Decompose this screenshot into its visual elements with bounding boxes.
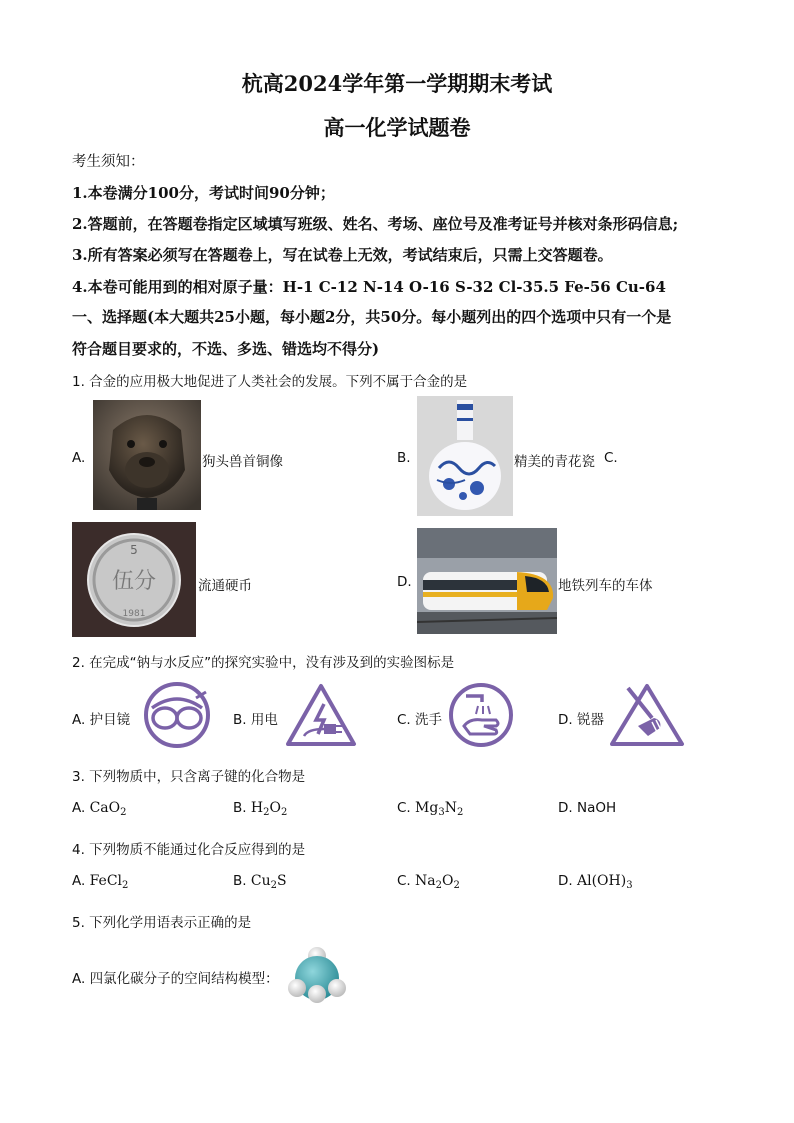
- q1-stem: 1. 合金的应用极大地促进了人类社会的发展。下列不属于合金的是: [72, 374, 468, 390]
- notice-item-3: 3.所有答案必须写在答题卷上，写在试卷上无效，考试结束后，只需上交答题卷。: [72, 246, 613, 264]
- section-heading-line1: 一、选择题(本大题共25小题，每小题2分，共50分。每小题列出的四个选项中只有一个是: [72, 308, 672, 326]
- blue-white-porcelain-vase-image: [417, 396, 513, 516]
- section-heading-line2: 符合题目要求的，不选、多选、错选均不得分): [72, 340, 380, 358]
- coin-image: [72, 522, 196, 637]
- exam-subtitle: 高一化学试题卷: [323, 115, 471, 140]
- sharp-object-icon: [608, 682, 686, 748]
- notice-item-2: 2.答题前，在答题卷指定区域填写班级、姓名、考场、座位号及准考证号并核对条形码信息;: [72, 215, 679, 233]
- dog-head-bronze-image: [93, 400, 201, 510]
- q1-option-b-letter: B.: [397, 450, 411, 466]
- q1-option-c-text: 流通硬币: [198, 578, 252, 594]
- q1-option-a-text: 狗头兽首铜像: [202, 454, 283, 470]
- ccl4-molecule-model-image: [287, 944, 347, 1006]
- q2-stem: 2. 在完成“钠与水反应”的探究实验中，没有涉及到的实验图标是: [72, 655, 455, 671]
- svg-text:5: 5: [130, 543, 138, 557]
- q4-stem: 4. 下列物质不能通过化合反应得到的是: [72, 842, 306, 858]
- notice-item-4: 4.本卷可能用到的相对原子量：H-1 C-12 N-14 O-16 S-32 Cl-35.5 Fe-56 Cu-64: [72, 278, 666, 296]
- q4-option-d: D. $Al(OH)_3$: [558, 873, 633, 891]
- q5-stem: 5. 下列化学用语表示正确的是: [72, 915, 252, 931]
- hand-wash-icon: [448, 682, 514, 748]
- electricity-icon: [284, 682, 358, 748]
- q2-option-c: C. 洗手: [397, 712, 443, 728]
- goggles-icon: [138, 682, 216, 748]
- q2-option-d: D. 锐器: [558, 712, 604, 728]
- q3-stem: 3. 下列物质中，只含离子键的化合物是: [72, 769, 306, 785]
- q1-option-d-text: 地铁列车的车体: [558, 578, 653, 594]
- q1-option-a-letter: A.: [72, 450, 86, 466]
- q1-option-d-letter: D.: [397, 574, 412, 590]
- q3-option-b: B. $H_2O_2$: [233, 800, 288, 818]
- notice-item-1: 1.本卷满分100分，考试时间90分钟；: [72, 184, 335, 202]
- exam-title: 杭高2024学年第一学期期末考试: [241, 71, 553, 96]
- q5-option-a: A. 四氯化碳分子的空间结构模型：: [72, 971, 279, 987]
- notice-heading: 考生须知：: [72, 154, 145, 170]
- q3-option-a: A. CaO$_2$: [72, 800, 127, 818]
- q4-option-b: B. $Cu_2S$: [233, 873, 287, 891]
- subway-train-image: [417, 528, 557, 634]
- q4-option-c: C. $Na_2O_2$: [397, 873, 460, 891]
- q2-option-a: A. 护目镜: [72, 712, 131, 728]
- svg-text:伍分: 伍分: [111, 569, 157, 594]
- svg-text:1981: 1981: [122, 609, 146, 619]
- q2-option-b: B. 用电: [233, 712, 278, 728]
- q1-option-b-text: 精美的青花瓷: [514, 454, 595, 470]
- q3-option-c: C. $Mg_3N_2$: [397, 800, 464, 818]
- q3-option-d: D. NaOH: [558, 800, 617, 816]
- q1-option-c-letter: C.: [604, 450, 618, 466]
- q4-option-a: A. FeCl$_2$: [72, 873, 129, 891]
